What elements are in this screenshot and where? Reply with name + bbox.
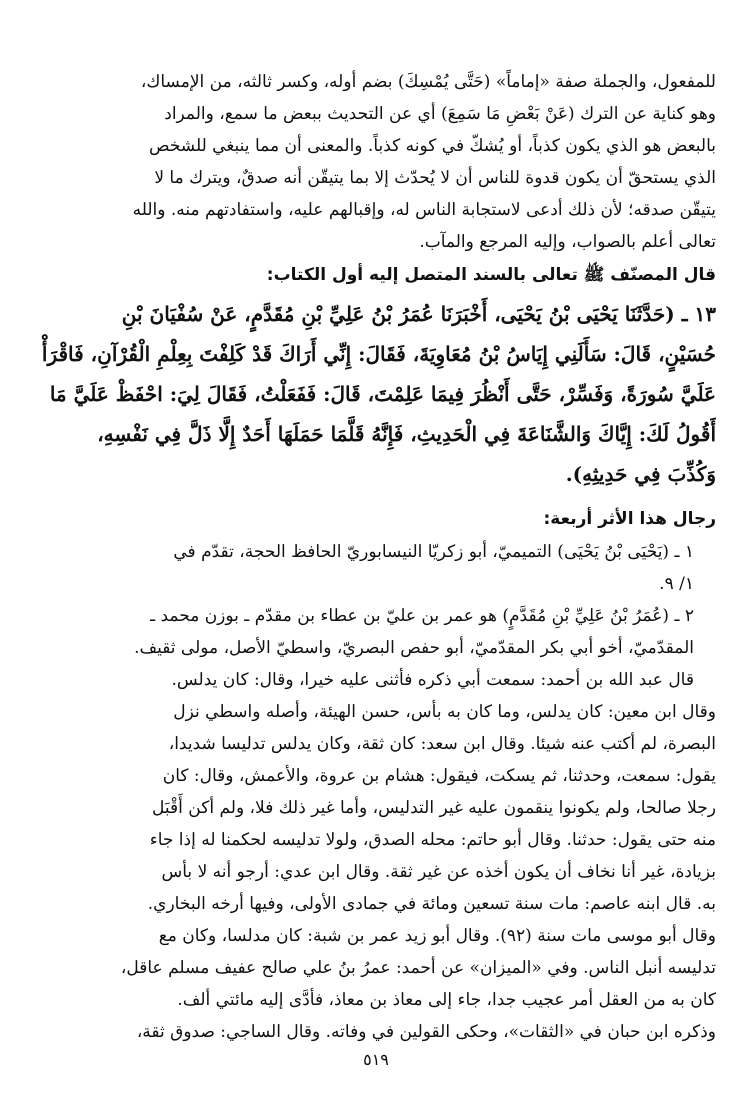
text-line: الذي يستحقّ أن يكون قدوة للناس أن لا يُحدّث إلا بما يتيقّن أنه صدقٌ، ويترك ما لا xyxy=(154,168,716,188)
commentary-paragraph xyxy=(36,66,716,258)
hadith-line: أَقُولُ لَكَ: إِيَّاكَ وَالشَّنَاعَةَ فِي الْحَدِيثِ، فَإِنَّهُ قَلَّمَا حَمَلَهَا أَحَدٌ إِلَّا ذَلَّ فِي نَفْسِهِ، xyxy=(97,422,716,446)
text-line: ١/ ٩. xyxy=(659,574,694,594)
hadith-text xyxy=(36,294,716,494)
text-line: بالبعض هو الذي يكون كذباً، أو يُشكّ في كونه كذباً. والمعنى أن مما ينبغي للشخص xyxy=(149,136,716,156)
text-line: للمفعول، والجملة صفة «إماماً» (حَتَّى يُمْسِكَ) بضم أوله، وكسر ثالثه، من الإمساك، xyxy=(140,72,716,92)
text-line: وقال أبو موسى مات سنة (٩٢). وقال أبو زيد عمر بن شبة: كان مدلسا، وكان مع xyxy=(158,926,716,946)
text-line: بزيادة، غير أنا نخاف أن يكون أخذه عن غير ثقة. وقال ابن عدي: أرجو أنه لا بأس xyxy=(161,862,716,882)
text-line: رجلا صالحا، ولم يكونوا ينقمون عليه غير التدليس، وأما غير ذلك فلا، ولم أكن أَقْبَل xyxy=(152,798,716,818)
text-line: كان به من العقل أمر عجيب جدا، جاء إلى معاذ بن معاذ، فأدَّى إليه مائتي ألف. xyxy=(177,990,716,1010)
text-line: به. قال ابنه عاصم: مات سنة تسعين ومائة في جمادى الأولى، وفيها أرخه البخاري. xyxy=(147,894,716,914)
text-line: يقول: سمعت، وحدثنا، ثم يسكت، فيقول: هشام بن عروة، والأعمش، وقال: كان xyxy=(162,766,716,786)
text-line: وهو كناية عن الترك (عَنْ بَعْضِ مَا سَمِعَ) أي عن التحديث ببعض ما سمع، والمراد xyxy=(164,104,716,124)
narrators-heading: رجال هذا الأثر أربعة: xyxy=(543,509,716,529)
text-line: وقال ابن معين: كان يدلس، وما كان به بأس، حسن الهيئة، وأصله واسطي نزل xyxy=(173,702,716,722)
text-line: ١ ـ (يَحْيَى بْنُ يَحْيَى) التميميّ، أبو زكريّا النيسابوريّ الحافظ الحجة، تقدّم في xyxy=(173,542,694,562)
text-line: تدليسه أنبل الناس. وفي «الميزان» عن أحمد: عمرُ بنُ علي صالح عفيف مسلم عاقل، xyxy=(120,958,716,978)
text-line: وذكره ابن حبان في «الثقات»، وحكى القولين في وفاته. وقال الساجي: صدوق ثقة، xyxy=(136,1022,716,1042)
text-line: يتيقّن صدقه؛ لأن ذلك أدعى لاستجابة الناس له، وإقبالهم عليه، واستفادتهم منه. والله xyxy=(132,200,716,220)
hadith-line: حُسَيْنٍ، قَالَ: سَأَلَنِي إِيَاسُ بْنُ مُعَاوِيَةَ، فَقَالَ: إِنِّي أَرَاكَ قَدْ كَلِفْتَ بِعِلْمِ الْقُرْآنِ، فَاقْرَأْ xyxy=(41,342,716,366)
page-number: ٥١٩ xyxy=(363,1050,389,1069)
text-line: المقدّميّ، أخو أبي بكر المقدّميّ، أبو حفص البصريّ، واسطيّ الأصل، مولى ثقيف. xyxy=(134,638,694,658)
text-line: البصرة، لم أكتب عنه شيئا. وقال ابن سعد: كان ثقة، وكان يدلس تدليسا شديدا، xyxy=(168,734,716,754)
narrator-entry-1 xyxy=(36,536,716,600)
text-line: ٢ ـ (عُمَرُ بْنُ عَلِيِّ بْنِ مُقَدَّمٍ) هو عمر بن عليّ بن عطاء بن مقدّم ـ بوزن محمد ـ xyxy=(150,606,694,626)
hadith-line: ١٣ ـ (حَدَّثَنَا يَحْيَى بْنُ يَحْيَى، أَخْبَرَنَا عُمَرُ بْنُ عَلِيِّ بْنِ مُقَدَّمٍ، عَنْ سُفْيَانَ بْنِ xyxy=(121,302,716,326)
narrator-biography xyxy=(36,664,716,1048)
text-line: تعالى أعلم بالصواب، وإليه المرجع والمآب. xyxy=(419,232,716,252)
author-chain-heading: قال المصنّف ﷺ تعالى بالسند المتصل إليه أول الكتاب: xyxy=(266,265,716,285)
hadith-line: عَلَيَّ سُورَةً، وَفَسِّرْ، حَتَّى أَنْظُرَ فِيمَا عَلِمْتَ، قَالَ: فَفَعَلْتُ، فَقَالَ لِيَ: احْفَظْ عَلَيَّ مَا xyxy=(49,382,716,406)
narrator-entry-2 xyxy=(36,600,716,664)
text-line: منه حتى يقول: حدثنا. وقال أبو حاتم: محله الصدق، ولولا تدليسه لحكمنا له إذا جاء xyxy=(149,830,716,850)
hadith-line: وَكُذِّبَ فِي حَدِيثِهِ). xyxy=(565,462,716,486)
text-line: قال عبد الله بن أحمد: سمعت أبي ذكره فأثنى عليه خيرا، وقال: كان يدلس. xyxy=(171,670,694,690)
